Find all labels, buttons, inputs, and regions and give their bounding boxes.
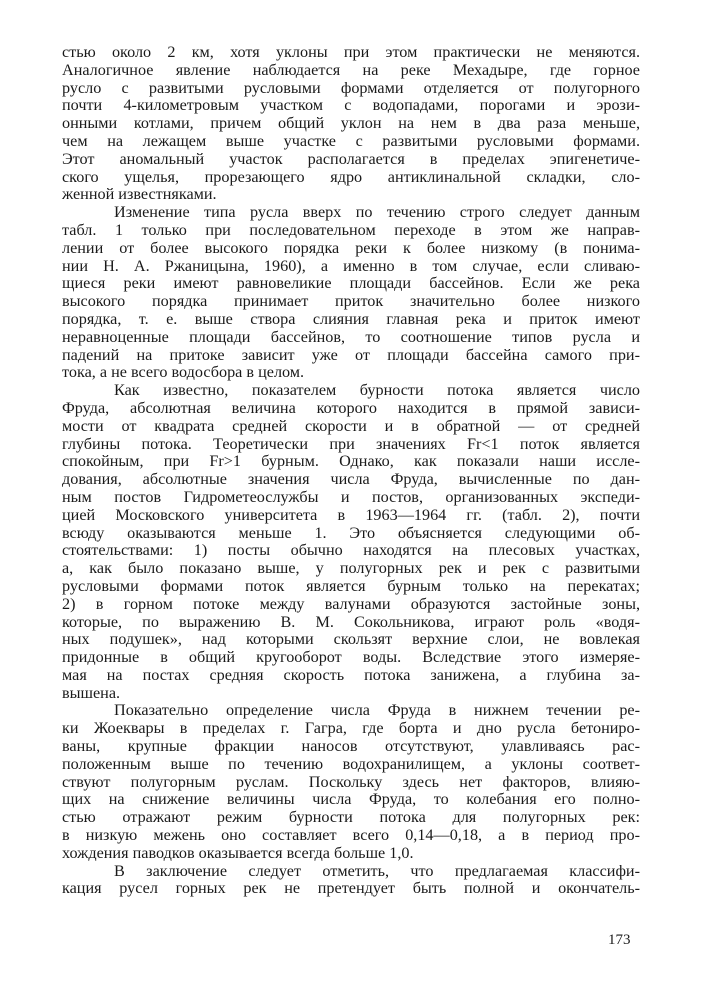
paragraph	[62, 702, 640, 862]
text-line: Этот аномальный участок располагается в пределах эпигенетиче-	[62, 149, 640, 168]
text-line: В заключение следует отметить, что предлагаемая классифи-	[114, 861, 640, 880]
text-line: Аналогичное явление наблюдается на реке Мехадыре, где горное	[62, 60, 640, 79]
text-line: стоятельствами: 1) посты обычно находятся на плесовых участках,	[62, 541, 640, 560]
text-line: спокойным, при Fr>1 бурным. Однако, как показали наши иссле-	[62, 452, 640, 471]
body-text	[62, 44, 640, 898]
text-line: кация русел горных рек не претендует быть полной и окончатель-	[62, 879, 640, 898]
text-line: хождения паводков оказывается всегда больше 1,0.	[62, 843, 414, 862]
text-line: чем на лежащем выше участке с развитыми русловыми формами.	[62, 131, 640, 150]
text-line: положенным выше по течению водохранилищем, а уклоны соответ-	[62, 754, 640, 773]
text-line: Изменение типа русла вверх по течению строго следует данным	[114, 203, 640, 222]
text-line: табл. 1 только при последовательном переходе в этом же направ-	[62, 220, 640, 239]
text-line: нии Н. А. Ржаницына, 1960), а именно в том случае, если сливаю-	[62, 256, 640, 275]
paragraph	[62, 204, 640, 382]
text-line: ных подушек», над которыми скользят верхние слои, не вовлекая	[62, 630, 640, 649]
text-line: русло с развитыми русловыми формами отделяется от полугорного	[62, 78, 640, 97]
text-line: лении от более высокого порядка реки к более низкому (в понима-	[62, 238, 640, 257]
paragraph	[62, 44, 640, 204]
text-line: вышена.	[62, 683, 121, 702]
text-line: русловыми формами поток является бурным только на перекатах;	[62, 576, 640, 595]
text-line: щих на снижение величины числа Фруда, то колебания его полно-	[62, 790, 640, 809]
text-line: Фруда, абсолютная величина которого находится в прямой зависи-	[62, 398, 640, 417]
text-line: ствуют полугорным руслам. Поскольку здесь нет факторов, влияю-	[62, 772, 640, 791]
paragraph	[62, 863, 640, 899]
text-line: стью отражают режим бурности потока для полугорных рек:	[62, 808, 640, 827]
text-line: почти 4-километровым участком с водопадами, порогами и эрози-	[62, 96, 640, 115]
text-line: ваны, крупные фракции наносов отсутствуют, улавливаясь рас-	[62, 737, 640, 756]
text-line: в низкую межень оно составляет всего 0,14—0,18, а в период про-	[62, 826, 640, 845]
text-line: порядка, т. е. выше створа слияния главная река и приток имеют	[62, 309, 640, 328]
text-line: высокого порядка принимает приток значительно более низкого	[62, 292, 640, 311]
text-line: цией Московского университета в 1963—1964 гг. (табл. 2), почти	[62, 505, 640, 524]
text-line: женной известняками.	[62, 185, 217, 204]
text-line: неравноценные площади бассейнов, то соотношение типов русла и	[62, 327, 640, 346]
text-line: ки Жоеквары в пределах г. Гагра, где борта и дно русла бетониро-	[62, 719, 640, 738]
text-line: падений на притоке зависит уже от площади бассейна самого при-	[62, 345, 640, 364]
text-line: онными котлами, причем общий уклон на нем в два раза меньше,	[62, 114, 640, 133]
text-line: стью около 2 км, хотя уклоны при этом практически не меняются.	[62, 43, 640, 61]
page-number: 173	[608, 932, 631, 948]
text-line: ского ущелья, прорезающего ядро антиклинальной складки, сло-	[62, 167, 640, 186]
text-line: а, как было показано выше, у полугорных рек и рек с развитыми	[62, 559, 640, 578]
text-line: ным постов Гидрометеослужбы и постов, организованных экспеди-	[62, 487, 640, 506]
text-line: придонные в общий кругооборот воды. Вследствие этого измеряе-	[62, 648, 640, 667]
paragraph	[62, 382, 640, 702]
text-line: 2) в горном потоке между валунами образуются застойные зоны,	[62, 594, 640, 613]
text-line: дования, абсолютные значения числа Фруда, вычисленные по дан-	[62, 470, 640, 489]
text-line: глубины потока. Теоретически при значениях Fr<1 поток является	[62, 434, 640, 453]
text-line: тока, а не всего водосбора в целом.	[62, 363, 305, 382]
text-line: мая на постах средняя скорость потока занижена, а глубина за-	[62, 665, 640, 684]
text-line: мости от квадрата средней скорости и в обратной — от средней	[62, 416, 640, 435]
text-line: всюду оказываются меньше 1. Это объясняется следующими об-	[62, 523, 640, 542]
text-line: которые, по выражению В. М. Сокольникова, играют роль «водя-	[62, 612, 640, 631]
text-line: щиеся реки имеют равновеликие площади бассейнов. Если же река	[62, 274, 640, 293]
text-line: Показательно определение числа Фруда в нижнем течении ре-	[114, 701, 640, 720]
text-line: Как известно, показателем бурности потока является число	[114, 381, 640, 400]
